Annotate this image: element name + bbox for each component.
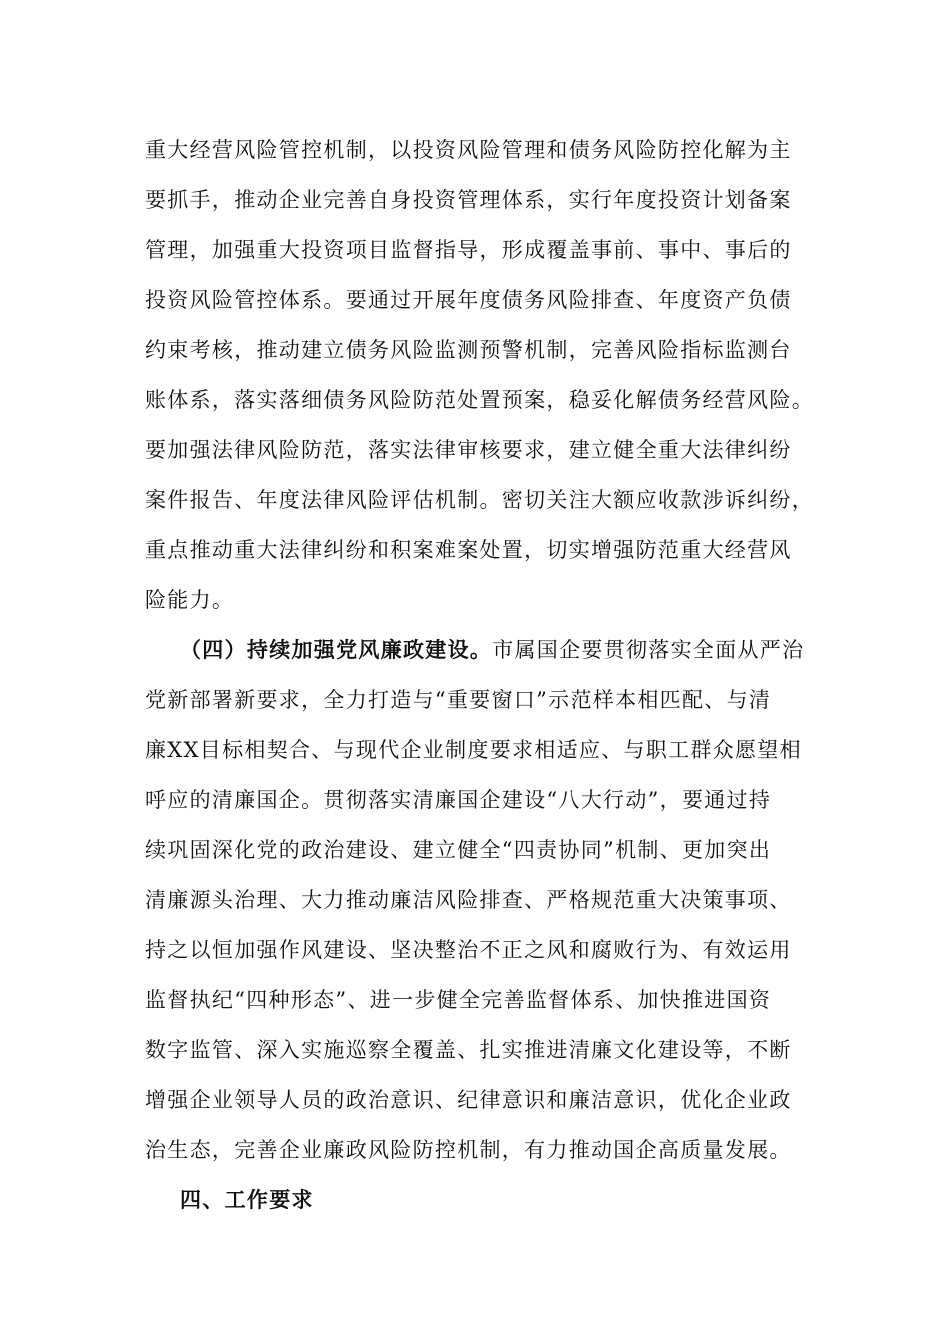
paragraph-line: 险能力。 xyxy=(145,588,235,612)
paragraph-line: 呼应的清廉国企。贯彻落实清廉国企建设“八大行动”，要通过持 xyxy=(145,788,772,812)
paragraph-line: 党新部署新要求，全力打造与“重要窗口”示范样本相匹配、与清 xyxy=(145,688,772,712)
paragraph-line: 投资风险管控体系。要通过开展年度债务风险排查、年度资产负债 xyxy=(145,288,792,312)
paragraph-line: 案件报告、年度法律风险评估机制。密切关注大额应收款涉诉纠纷， xyxy=(145,488,814,512)
paragraph-line: 数字监管、深入实施巡察全覆盖、扎实推进清廉文化建设等，不断 xyxy=(145,1038,792,1062)
paragraph-line: 廉XX目标相契合、与现代企业制度要求相适应、与职工群众愿望相 xyxy=(145,738,802,762)
paragraph-line: 续巩固深化党的政治建设、建立健全“四责协同”机制、更加突出 xyxy=(145,838,772,862)
paragraph-line: 约束考核，推动建立债务风险监测预警机制，完善风险指标监测台 xyxy=(145,338,792,362)
section-4-heading: （四）持续加强党风廉政建设。 xyxy=(180,638,493,662)
paragraph-line: 重大经营风险管控机制，以投资风险管理和债务风险防控化解为主 xyxy=(145,138,792,162)
paragraph-line: 清廉源头治理、大力推动廉洁风险排查、严格规范重大决策事项、 xyxy=(145,888,792,912)
paragraph-line: 管理，加强重大投资项目监督指导，形成覆盖事前、事中、事后的 xyxy=(145,238,792,262)
section-heading-work-requirements: 四、工作要求 xyxy=(180,1188,314,1212)
paragraph-line: 监督执纪“四种形态”、进一步健全完善监督体系、加快推进国资 xyxy=(145,988,772,1012)
paragraph-line: 持之以恒加强作风建设、坚决整治不正之风和腐败行为、有效运用 xyxy=(145,938,792,962)
paragraph-line: 要抓手，推动企业完善自身投资管理体系，实行年度投资计划备案 xyxy=(145,188,792,212)
paragraph-line: 账体系，落实落细债务风险防范处置预案，稳妥化解债务经营风险。 xyxy=(145,388,814,412)
paragraph-line: 治生态，完善企业廉政风险防控机制，有力推动国企高质量发展。 xyxy=(145,1138,792,1162)
section-4-first-line xyxy=(180,635,804,665)
paragraph-line: 重点推动重大法律纠纷和积案难案处置，切实增强防范重大经营风 xyxy=(145,538,792,562)
paragraph-line: 增强企业领导人员的政治意识、纪律意识和廉洁意识，优化企业政 xyxy=(145,1088,792,1112)
section-4-first-text: 市属国企要贯彻落实全面从严治 xyxy=(492,638,805,662)
paragraph-line: 要加强法律风险防范，落实法律审核要求，建立健全重大法律纠纷 xyxy=(145,438,792,462)
